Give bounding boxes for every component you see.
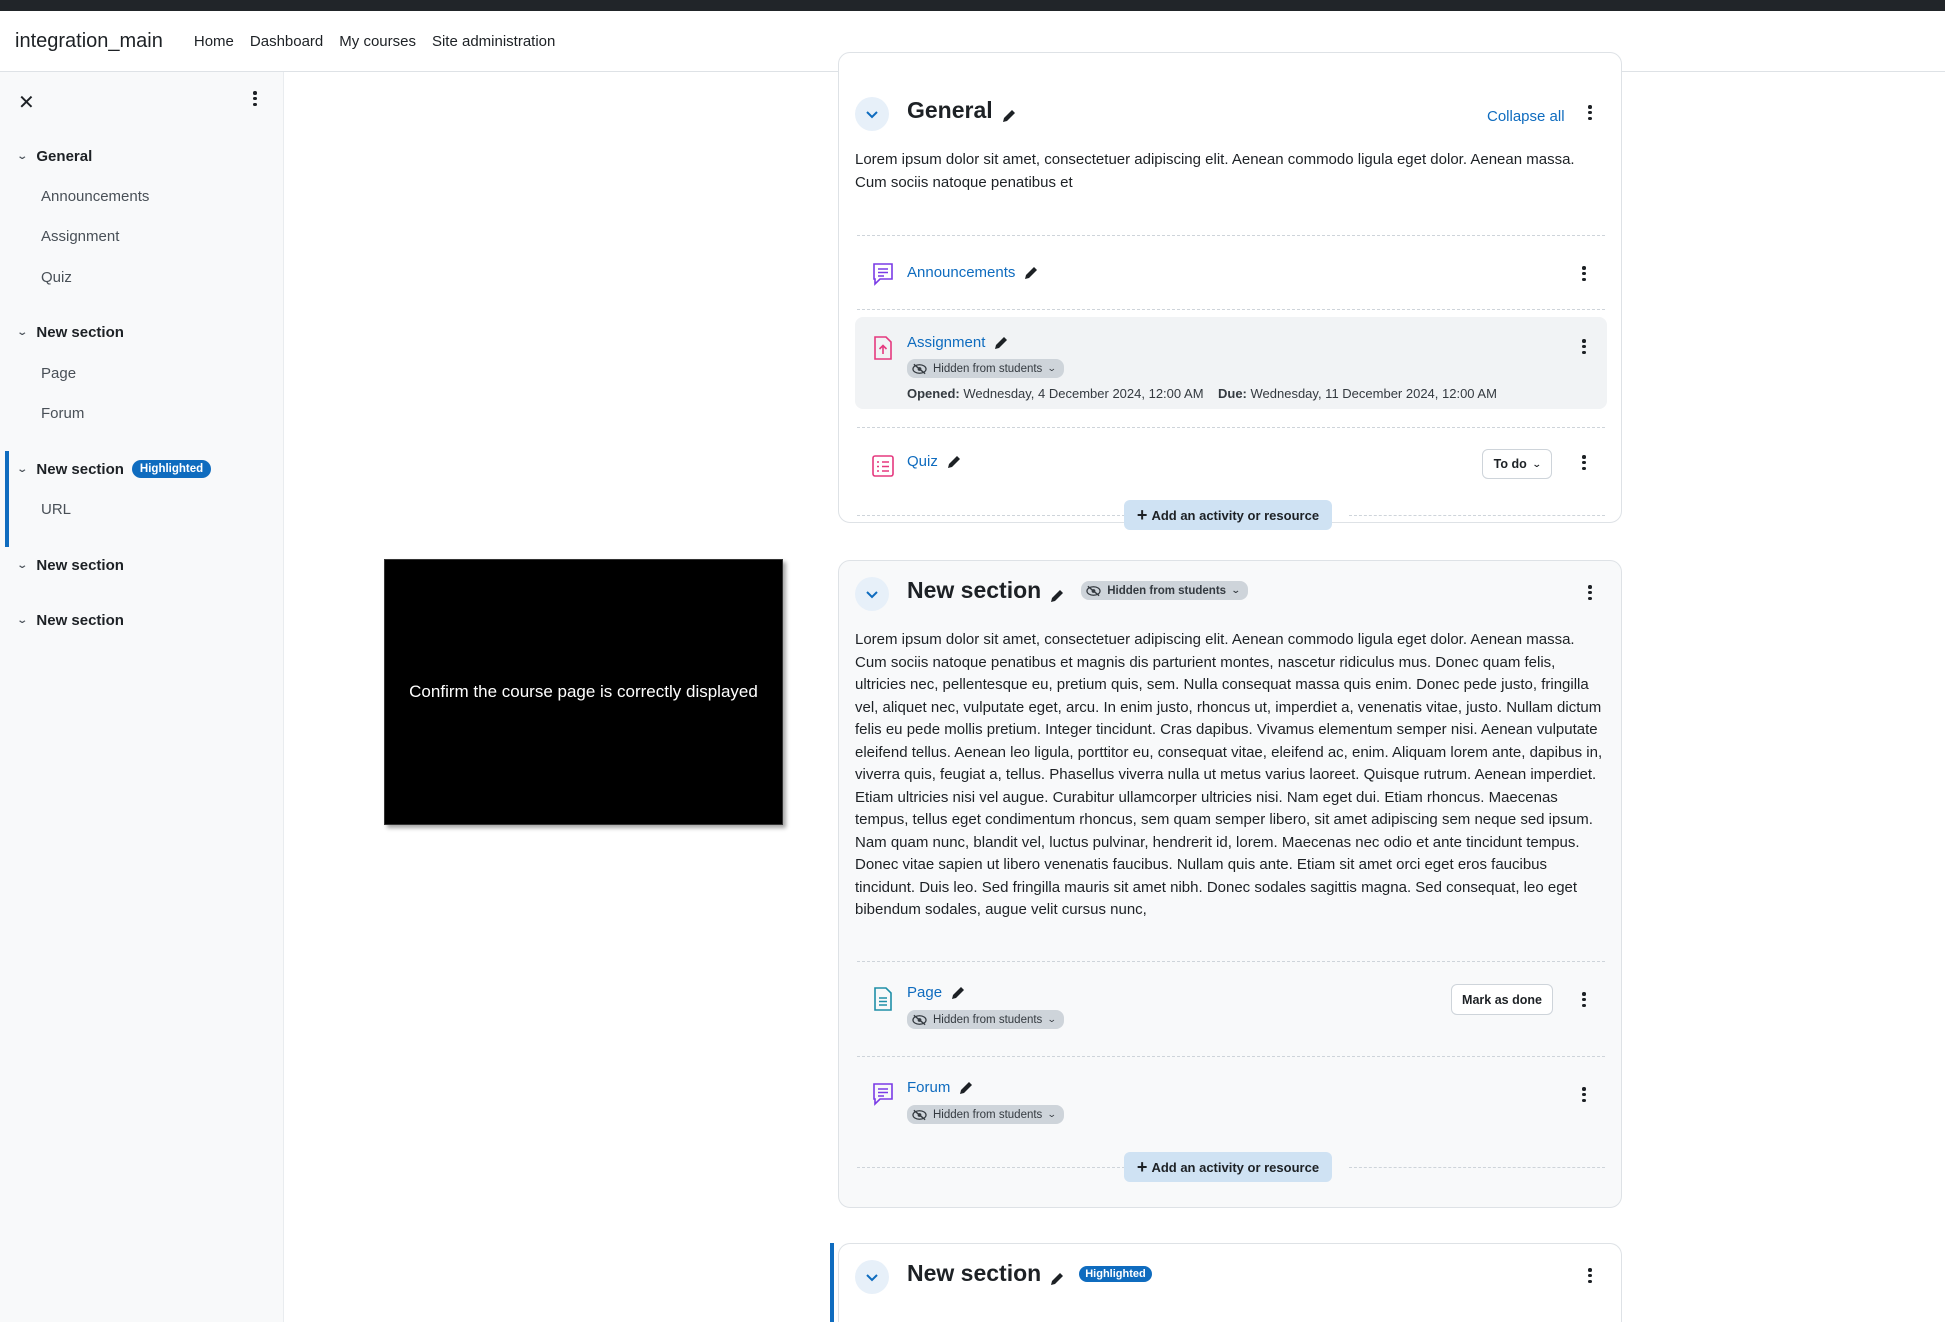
section-collapse-toggle[interactable]: [855, 577, 889, 611]
activity-menu-icon[interactable]: [1581, 1087, 1587, 1102]
close-drawer-icon[interactable]: ✕: [18, 92, 35, 114]
completion-label: To do: [1493, 457, 1527, 471]
divider: [857, 235, 1605, 236]
index-section-title: New section: [36, 612, 124, 629]
edit-pencil-icon[interactable]: [1049, 583, 1065, 599]
section-new-highlighted: [838, 1243, 1622, 1322]
section-menu-icon[interactable]: [1587, 105, 1593, 120]
highlight-indicator: [5, 451, 9, 547]
top-strip: [0, 0, 1945, 11]
visibility-label: Hidden from students: [933, 1013, 1043, 1026]
section-general: [838, 52, 1622, 523]
highlighted-badge: Highlighted: [132, 460, 211, 478]
chevron-down-icon: ⌄: [1230, 585, 1241, 595]
chevron-down-icon: [865, 587, 879, 601]
section-summary: Lorem ipsum dolor sit amet, consectetuer adipiscing elit. Aenean commodo ligula eget dolor. Aenean massa. Cum sociis natoque penatibus et: [855, 151, 1575, 191]
index-section-title: New section: [36, 557, 124, 574]
plus-icon: +: [1136, 504, 1148, 525]
activity-announcements[interactable]: [907, 264, 1039, 281]
activity-menu-icon[interactable]: [1581, 992, 1587, 1007]
section-collapse-toggle[interactable]: [855, 97, 889, 131]
add-activity-button[interactable]: [1124, 500, 1332, 530]
activity-name[interactable]: Quiz: [907, 453, 938, 470]
drawer-menu-icon[interactable]: [252, 91, 258, 106]
forum-icon: [871, 261, 895, 287]
divider: [857, 961, 1605, 962]
nav-my-courses[interactable]: My courses: [339, 32, 416, 50]
assignment-icon: [871, 335, 895, 361]
visibility-dropdown[interactable]: [907, 1010, 1064, 1029]
edit-pencil-icon[interactable]: [1049, 1266, 1065, 1282]
edit-pencil-icon[interactable]: [1023, 265, 1039, 281]
activity-menu-icon[interactable]: [1581, 455, 1587, 470]
divider: [857, 427, 1605, 428]
activity-dates: [907, 386, 1497, 401]
divider: [1349, 515, 1605, 516]
index-item-announcements[interactable]: Announcements: [41, 188, 150, 205]
chevron-down-icon: ⌄: [1531, 458, 1542, 469]
completion-dropdown[interactable]: [1482, 449, 1552, 479]
section-title-text: New section: [907, 577, 1042, 603]
nav-site-administration[interactable]: Site administration: [431, 32, 556, 50]
index-section-general[interactable]: [18, 148, 92, 165]
divider: [857, 515, 1125, 516]
section-title-text: New section: [907, 1260, 1042, 1286]
visibility-label: Hidden from students: [933, 1108, 1043, 1121]
index-section-4[interactable]: [18, 612, 124, 629]
index-section-1[interactable]: [18, 324, 124, 341]
activity-name[interactable]: Page: [907, 984, 943, 1001]
add-activity-label: Add an activity or resource: [1151, 507, 1320, 523]
mark-as-done-button[interactable]: [1451, 984, 1553, 1015]
edit-pencil-icon[interactable]: [1001, 103, 1017, 119]
eye-slash-icon: [1086, 585, 1101, 597]
overlay-message: Confirm the course page is correctly displayed: [409, 682, 758, 701]
section-title-text: General: [907, 97, 993, 123]
activity-forum[interactable]: [907, 1079, 974, 1096]
activity-menu-icon[interactable]: [1581, 339, 1587, 354]
opened-label: Opened:: [907, 386, 960, 401]
plus-icon: +: [1136, 1156, 1148, 1177]
collapse-all-link[interactable]: Collapse all: [1487, 108, 1565, 125]
chevron-down-icon: ⌄: [16, 463, 29, 475]
section-title: [907, 577, 1248, 604]
nav-home[interactable]: Home: [193, 32, 234, 50]
chevron-down-icon: ⌄: [1047, 363, 1057, 373]
section-menu-icon[interactable]: [1587, 585, 1593, 600]
section-new-1: [838, 560, 1622, 1208]
activity-name[interactable]: Assignment: [907, 334, 986, 351]
eye-slash-icon: [912, 1014, 927, 1026]
activity-menu-icon[interactable]: [1581, 266, 1587, 281]
course-content: [285, 72, 1945, 1322]
chevron-down-icon: ⌄: [16, 327, 29, 338]
section-collapse-toggle[interactable]: [855, 1260, 889, 1294]
section-title: [907, 1260, 1152, 1287]
divider: [857, 1056, 1605, 1057]
edit-pencil-icon[interactable]: [958, 1080, 974, 1096]
section-title: [907, 97, 1017, 124]
add-activity-label: Add an activity or resource: [1151, 1159, 1320, 1175]
visibility-dropdown[interactable]: [907, 1105, 1064, 1124]
divider: [857, 1167, 1125, 1168]
index-item-assignment[interactable]: Assignment: [41, 228, 120, 245]
confirmation-overlay: [384, 559, 783, 825]
due-label: Due:: [1217, 386, 1247, 401]
index-item-forum[interactable]: Forum: [41, 405, 85, 422]
divider: [1349, 1167, 1605, 1168]
completion-label: Mark as done: [1462, 992, 1542, 1007]
index-item-quiz[interactable]: Quiz: [41, 269, 72, 286]
activity-assignment[interactable]: [907, 334, 1009, 351]
index-item-page[interactable]: Page: [41, 365, 77, 382]
visibility-dropdown[interactable]: [1081, 581, 1247, 600]
edit-pencil-icon[interactable]: [946, 454, 962, 470]
activity-quiz[interactable]: [907, 453, 962, 470]
quiz-icon: [871, 453, 895, 479]
chevron-down-icon: [865, 1270, 879, 1284]
index-section-3[interactable]: [18, 557, 124, 574]
index-section-title: New section: [36, 460, 124, 478]
index-section-title: New section: [36, 324, 124, 341]
highlighted-badge: Highlighted: [1079, 1266, 1152, 1282]
edit-pencil-icon[interactable]: [993, 335, 1009, 351]
chevron-down-icon: ⌄: [1047, 1014, 1057, 1024]
edit-pencil-icon[interactable]: [950, 985, 966, 1001]
activity-name[interactable]: Announcements: [907, 264, 1016, 281]
section-summary: Lorem ipsum dolor sit amet, consectetuer adipiscing elit. Aenean commodo ligula eget dolor. Aenean massa. Cum sociis natoque penatibus et magnis dis parturient montes, nascetur ridiculus mus. Donec quam felis, ultricies nec, pellentesque eu, pretium quis, sem. Nulla consequat massa quis enim. Donec pede justo, fringilla vel, aliquet nec, vulputate eget, arcu. In enim justo, rhoncus ut, imperdiet a, venenatis vitae, justo. Nullam dictum felis eu pede mollis pretium. Integer tincidunt. Cras dapibus. Vivamus elementum semper nisi. Aenean vulputate eleifend tellus. Aenean leo ligula, porttitor eu, consequat vitae, eleifend ac, enim. Aliquam lorem ante, dapibus in, viverra quis, feugiat a, tellus. Phasellus viverra nulla ut metus varius laoreet. Quisque rutrum. Aenean imperdiet. Etiam ultricies nisi vel augue. Curabitur ullamcorper ultricies nisi. Nam eget dui. Etiam rhoncus. Maecenas tempus, tellus eget condimentum rhoncus, sem quam semper libero, sit amet adipiscing sem neque sed ipsum. Nam quam nunc, blandit vel, luctus pulvinar, hendrerit id, lorem. Maecenas nec odio et ante tincidunt tempus. Donec vitae sapien ut libero venenatis faucibus. Nullam quis ante. Etiam sit amet orci eget eros faucibus tincidunt. Duis leo. Sed fringilla mauris sit amet nibh. Donec sodales sagittis magna. Sed consequat, leo eget bibendum sodales, augue velit cursus nunc,: [855, 631, 1603, 918]
visibility-label: Hidden from students: [933, 362, 1043, 375]
highlight-indicator: [830, 1243, 834, 1322]
forum-icon: [871, 1081, 895, 1107]
chevron-down-icon: ⌄: [16, 560, 29, 571]
eye-slash-icon: [912, 1109, 927, 1121]
divider: [857, 309, 1605, 310]
visibility-dropdown[interactable]: [907, 359, 1064, 378]
eye-slash-icon: [912, 363, 927, 375]
index-item-url[interactable]: URL: [41, 501, 72, 518]
course-index-drawer: [0, 72, 284, 1322]
site-brand[interactable]: integration_main: [15, 29, 163, 52]
chevron-down-icon: ⌄: [1047, 1109, 1057, 1119]
chevron-down-icon: ⌄: [16, 615, 29, 626]
nav-dashboard[interactable]: Dashboard: [249, 32, 324, 50]
index-section-title: General: [36, 148, 93, 165]
section-menu-icon[interactable]: [1587, 1268, 1593, 1283]
opened-date: Wednesday, 4 December 2024, 12:00 AM: [963, 386, 1204, 401]
due-date: Wednesday, 11 December 2024, 12:00 AM: [1250, 386, 1497, 401]
add-activity-button[interactable]: [1124, 1152, 1332, 1182]
activity-page[interactable]: [907, 984, 966, 1001]
index-section-2[interactable]: [18, 460, 211, 478]
visibility-label: Hidden from students: [1107, 584, 1227, 597]
chevron-down-icon: ⌄: [16, 151, 29, 162]
chevron-down-icon: [865, 107, 879, 121]
page-icon: [871, 986, 895, 1012]
activity-name[interactable]: Forum: [907, 1079, 951, 1096]
